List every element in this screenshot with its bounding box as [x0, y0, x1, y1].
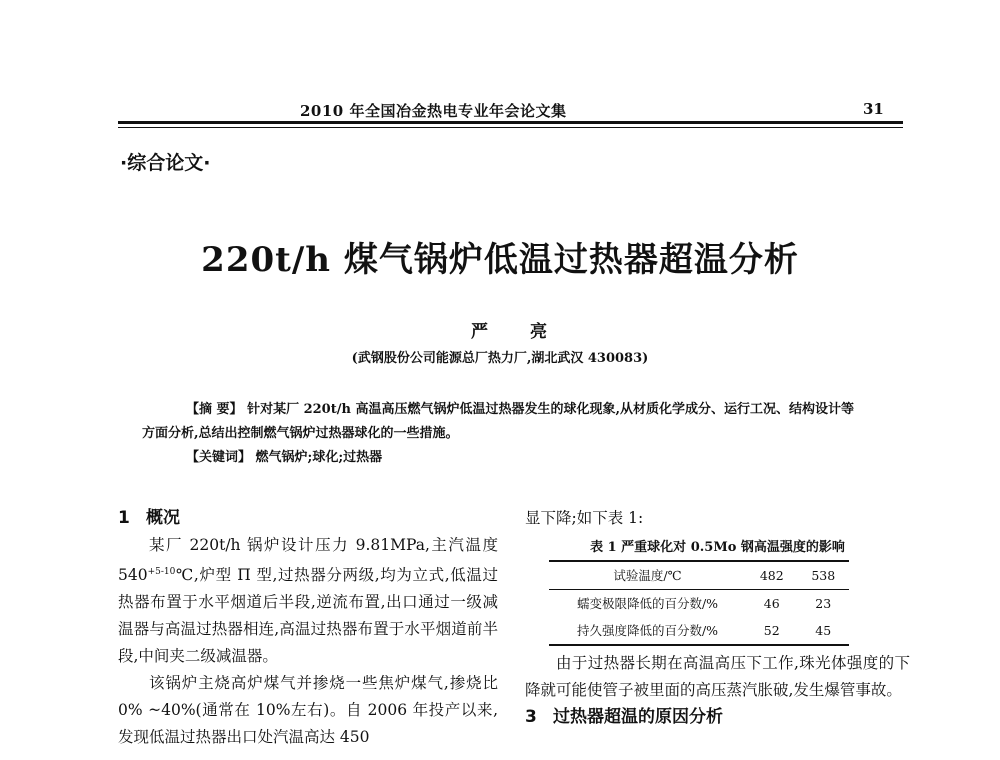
- abstract: [142, 398, 862, 446]
- author: 严 亮: [471, 322, 565, 342]
- table-cell: 45: [798, 617, 850, 645]
- section-3-number: 3: [525, 707, 537, 727]
- header-rule-thin: [118, 127, 903, 128]
- section-1-paragraph-2: 该锅炉主烧高炉煤气并掺烧一些焦炉煤气,掺烧比 0% ~40%(通常在 10%左右)。自 2006 年投产以来,发现低温过热器出口处汽温高达 450: [118, 674, 498, 747]
- abstract-text: 针对某厂 220t/h 高温高压燃气锅炉低温过热器发生的球化现象,从材质化学成分、运行工况、结构设计等方面分析,总结出控制燃气锅炉过热器球化的一些措施。: [142, 402, 854, 441]
- table-header-cell: 试验温度/℃: [549, 561, 746, 590]
- page-number: 31: [863, 100, 884, 118]
- table-cell: 52: [746, 617, 798, 645]
- abstract-label: 【摘 要】: [186, 402, 243, 417]
- section-1-number: 1: [118, 508, 130, 528]
- section-1-paragraph-1: [118, 532, 498, 670]
- header-rule-thick: [118, 121, 903, 124]
- abstract-block: [142, 398, 862, 470]
- right-column-paragraph: 由于过热器长期在高温高压下工作,珠光体强度的下降就可能使管子被里面的高压蒸汽胀破,发生爆管事故。: [525, 654, 910, 699]
- running-header: 2010 年全国冶金热电专业年会论文集: [300, 102, 567, 120]
- keywords: [142, 446, 862, 470]
- affiliation: (武钢股份公司能源总厂热力厂,湖北武汉 430083): [351, 351, 649, 366]
- table-header-row: [549, 561, 849, 590]
- section-1-heading: [118, 505, 498, 532]
- section-3-heading: [525, 704, 910, 731]
- table-header-cell: 538: [798, 561, 850, 590]
- table-header-cell: 482: [746, 561, 798, 590]
- data-table: [549, 560, 849, 646]
- section-tag: ·综合论文·: [120, 152, 211, 174]
- section-3-title: 过热器超温的原因分析: [553, 707, 723, 727]
- table-lead-text: 显下降;如下表 1:: [525, 509, 644, 527]
- table-cell: 蠕变极限降低的百分数/%: [576, 596, 719, 611]
- para1-prefix: 某厂 220t/h 锅炉设计压力 9.81MPa,主汽温度 540: [118, 536, 498, 585]
- keywords-text: 燃气锅炉;球化;过热器: [255, 450, 383, 465]
- table-cell: 23: [815, 596, 832, 611]
- paper-title: 220t/h 煤气锅炉低温过热器超温分析: [201, 240, 799, 280]
- section-1-title: 概况: [146, 508, 180, 528]
- table-cell: 46: [763, 596, 780, 611]
- right-column: [525, 505, 910, 731]
- table-row: [549, 590, 849, 618]
- left-column: [118, 505, 498, 751]
- temperature-tolerance: +5-10: [147, 567, 176, 577]
- para1-suffix: ℃,炉型 Π 型,过热器分两级,均为立式,低温过热器布置于水平烟道后半段,逆流布置,出口通过一级减温器与高温过热器相连,高温过热器布置于水平烟道前半段,中间夹二级减温器。: [118, 566, 498, 666]
- table-cell: 持久强度降低的百分数/%: [549, 617, 746, 645]
- keywords-label: 【关键词】: [186, 450, 252, 465]
- table-row: [549, 617, 849, 645]
- table-caption: 表 1 严重球化对 0.5Mo 钢高温强度的影响: [590, 540, 845, 555]
